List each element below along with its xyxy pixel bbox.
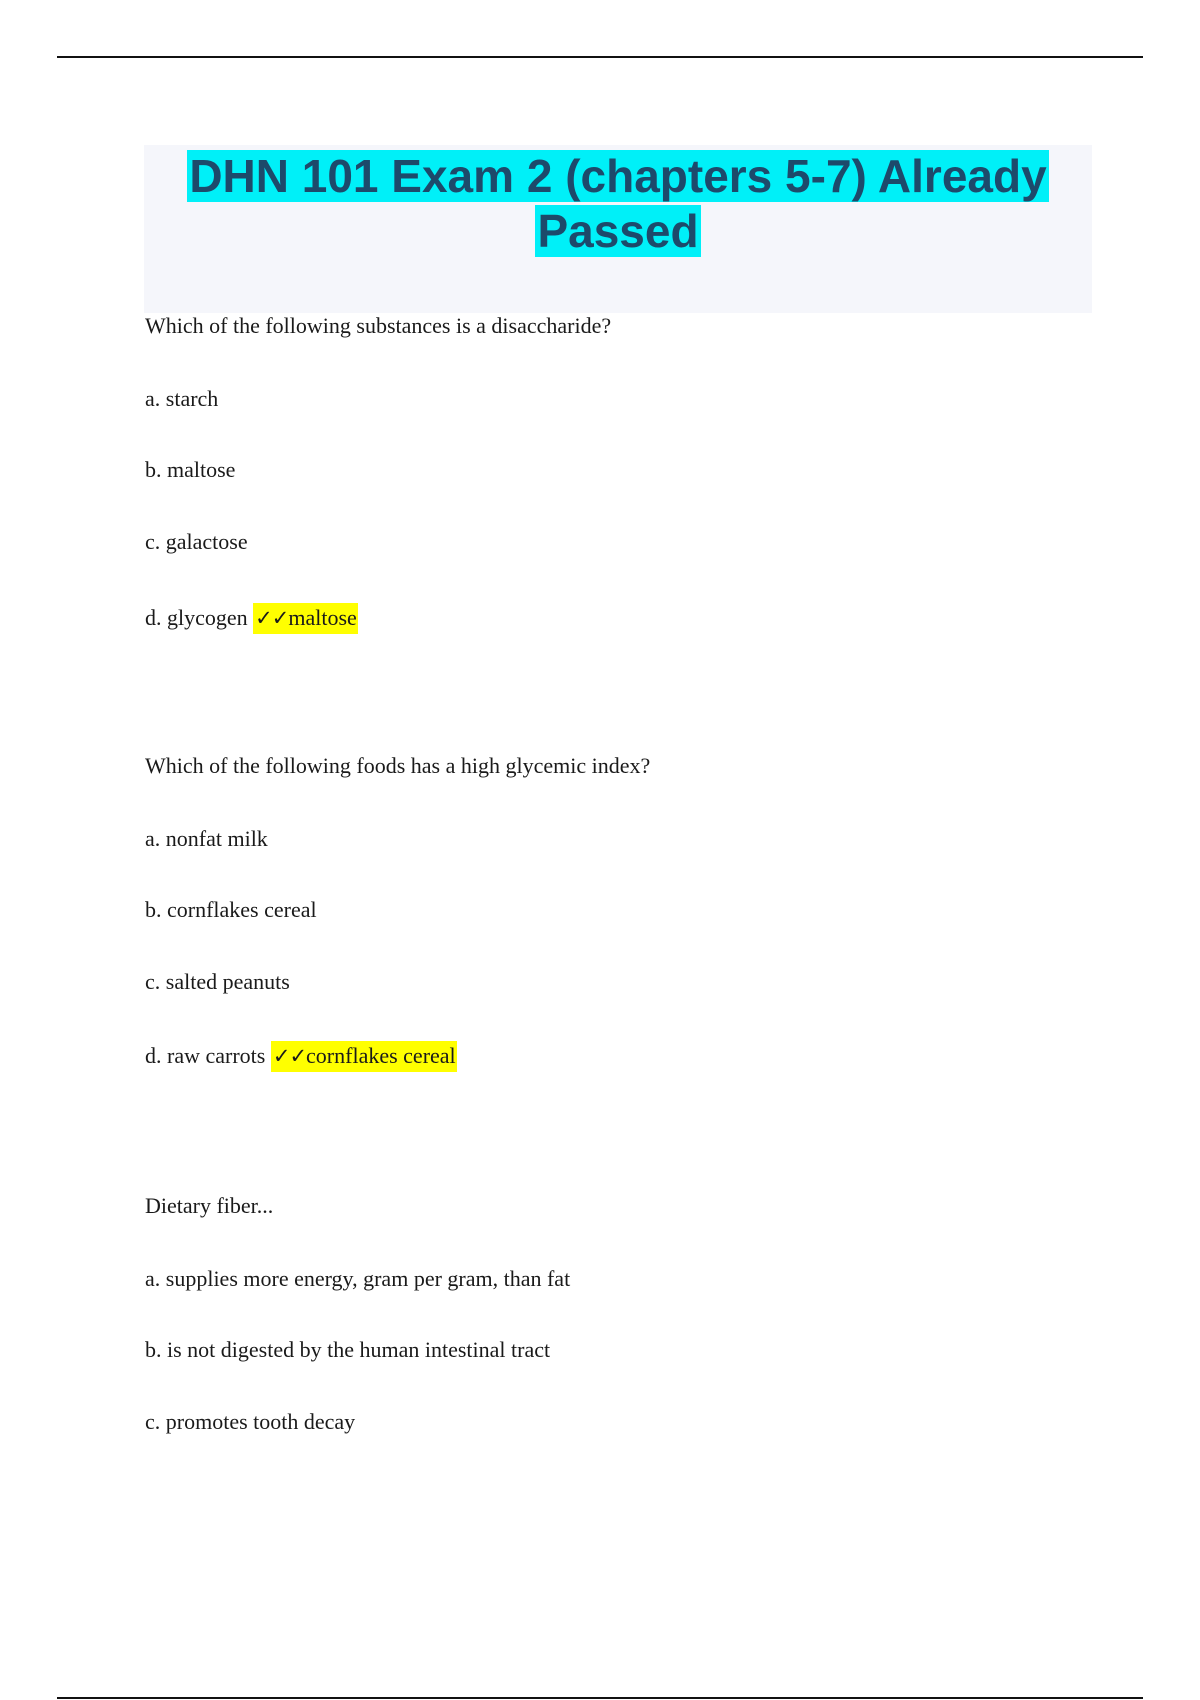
question-1-option-c: c. galactose — [145, 529, 248, 554]
title-block — [144, 145, 1092, 313]
page-bottom-rule — [57, 1697, 1143, 1699]
question-1-answer: maltose — [288, 605, 357, 630]
question-2-answer: cornflakes cereal — [306, 1043, 456, 1068]
question-1-prompt: Which of the following substances is a disaccharide? — [145, 313, 612, 338]
question-2-option-a: a. nonfat milk — [145, 826, 268, 851]
question-2-option-b: b. cornflakes cereal — [145, 897, 317, 922]
question-2-option-d-row — [145, 1041, 457, 1071]
page-title-text: DHN 101 Exam 2 (chapters 5-7) Already Passed — [189, 150, 1047, 257]
question-2-option-c: c. salted peanuts — [145, 969, 290, 994]
question-1-option-d: d. glycogen — [145, 605, 248, 630]
question-2-answer-highlight — [271, 1041, 457, 1072]
question-3-option-a: a. supplies more energy, gram per gram, than fat — [145, 1266, 571, 1291]
question-3-option-c: c. promotes tooth decay — [145, 1409, 356, 1434]
question-1-option-b: b. maltose — [145, 457, 236, 482]
question-3-prompt: Dietary fiber... — [145, 1193, 274, 1218]
double-check-icon: ✓✓ — [255, 606, 289, 630]
double-check-icon: ✓✓ — [272, 1044, 307, 1068]
page-top-rule — [57, 56, 1143, 58]
question-1-option-a: a. starch — [145, 386, 219, 411]
question-3-option-b: b. is not digested by the human intestinal tract — [145, 1337, 551, 1362]
question-2-prompt: Which of the following foods has a high glycemic index? — [145, 753, 651, 778]
question-1-answer-highlight — [253, 603, 358, 634]
page-title — [144, 149, 1092, 259]
question-2-option-d: d. raw carrots — [145, 1043, 266, 1068]
question-1-option-d-row — [145, 603, 358, 633]
